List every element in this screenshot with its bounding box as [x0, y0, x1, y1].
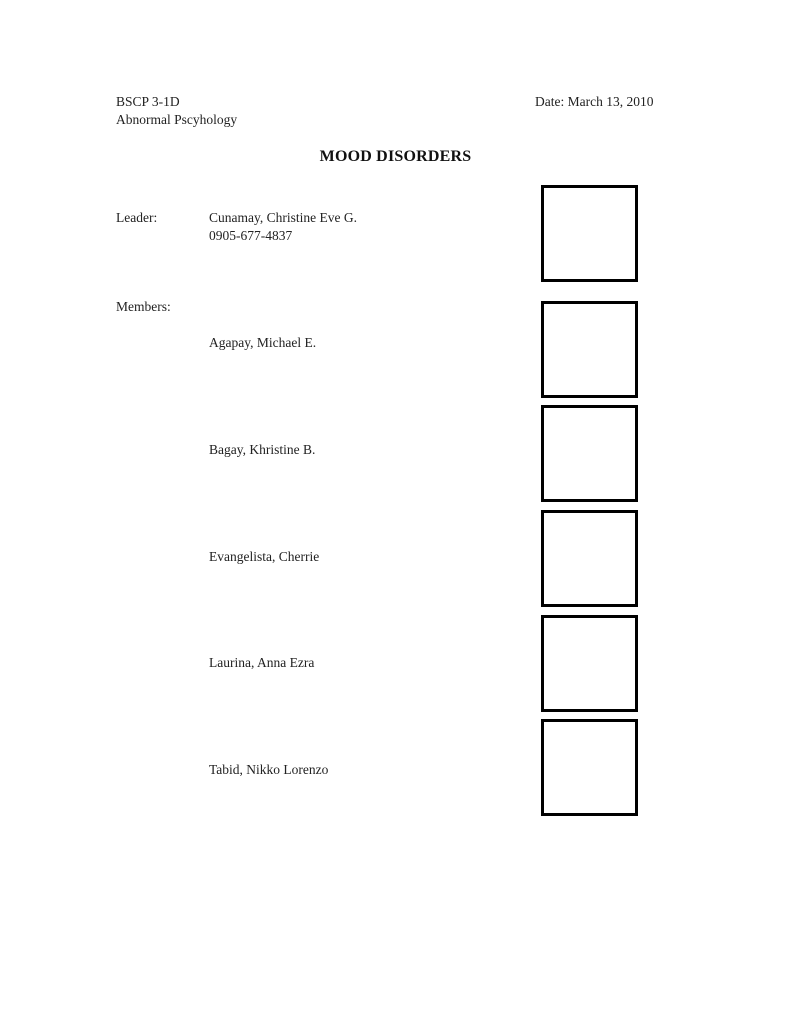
document-date: Date: March 13, 2010 — [535, 94, 654, 109]
member-photo-box — [541, 405, 638, 502]
member-photo-box — [541, 615, 638, 712]
leader-name: Cunamay, Christine Eve G. — [209, 210, 357, 225]
member-name: Bagay, Khristine B. — [209, 442, 316, 457]
member-name: Tabid, Nikko Lorenzo — [209, 762, 329, 777]
member-name: Laurina, Anna Ezra — [209, 655, 315, 670]
member-photo-box — [541, 301, 638, 398]
course-code: BSCP 3-1D — [116, 94, 180, 109]
leader-label: Leader: — [116, 210, 158, 225]
member-photo-box — [541, 510, 638, 607]
subject-name: Abnormal Pscyhology — [116, 112, 238, 127]
document-title: MOOD DISORDERS — [319, 148, 472, 165]
member-name: Agapay, Michael E. — [209, 335, 317, 350]
members-label: Members: — [116, 299, 171, 314]
member-name: Evangelista, Cherrie — [209, 549, 320, 564]
member-photo-box — [541, 719, 638, 816]
leader-photo-box — [541, 185, 638, 282]
leader-phone: 0905-677-4837 — [209, 228, 293, 243]
